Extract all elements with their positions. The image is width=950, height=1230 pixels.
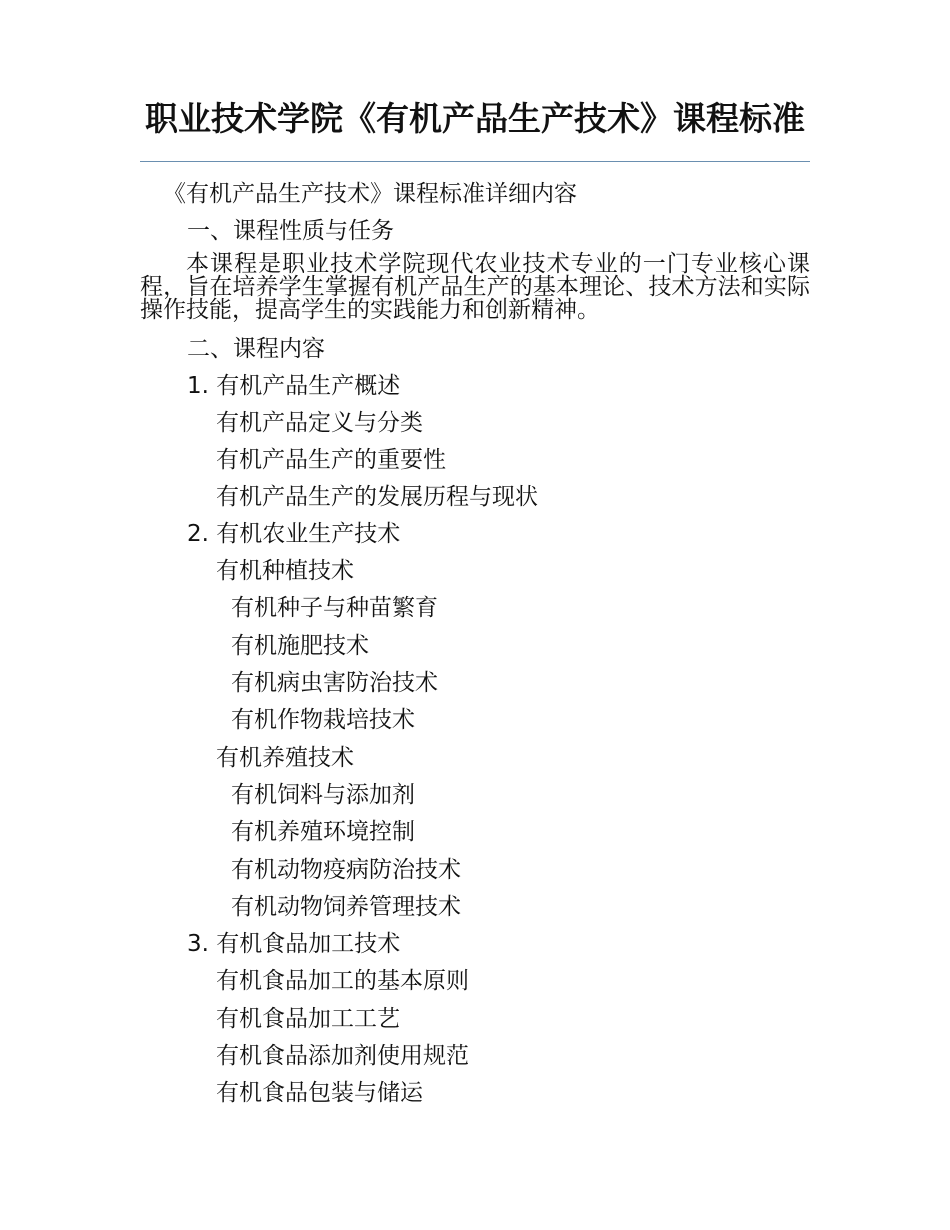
content-subitem: 有机产品定义与分类	[216, 410, 423, 436]
content-subitem: 有机产品生产的发展历程与现状	[216, 484, 538, 510]
content-subitem: 有机病虫害防治技术	[231, 670, 438, 696]
content-subitem: 有机食品添加剂使用规范	[216, 1043, 469, 1069]
content-subitem: 有机食品加工的基本原则	[216, 968, 469, 994]
title-underline	[140, 161, 810, 162]
content-subitem: 有机养殖环境控制	[231, 819, 415, 845]
intro-line: 《有机产品生产技术》课程标准详细内容	[163, 181, 577, 207]
content-subitem: 有机动物饲养管理技术	[231, 894, 461, 920]
content-subitem: 有机种子与种苗繁育	[231, 595, 438, 621]
content-subitem: 有机施肥技术	[231, 633, 369, 659]
content-item-3: 3. 有机食品加工技术	[187, 931, 401, 957]
document-title: 职业技术学院《有机产品生产技术》课程标准	[145, 99, 805, 138]
section-heading-nature: 一、课程性质与任务	[187, 218, 394, 244]
content-item-1: 1. 有机产品生产概述	[187, 373, 401, 399]
content-subitem: 有机食品包装与储运	[216, 1080, 423, 1106]
content-subitem: 有机作物栽培技术	[231, 707, 415, 733]
content-subitem: 有机动物疫病防治技术	[231, 857, 461, 883]
section-body-nature: 本课程是职业技术学院现代农业技术专业的一门专业核心课程，旨在培养学生掌握有机产品生产的基本理论、技术方法和实际操作技能，提高学生的实践能力和创新精神。	[140, 251, 810, 323]
content-subitem: 有机饲料与添加剂	[231, 782, 415, 808]
content-subitem: 有机食品加工工艺	[216, 1006, 400, 1032]
content-subitem: 有机产品生产的重要性	[216, 447, 446, 473]
content-group-planting: 有机种植技术	[216, 558, 354, 584]
section-heading-content: 二、课程内容	[187, 336, 325, 362]
content-item-2: 2. 有机农业生产技术	[187, 521, 401, 547]
content-group-breeding: 有机养殖技术	[216, 745, 354, 771]
